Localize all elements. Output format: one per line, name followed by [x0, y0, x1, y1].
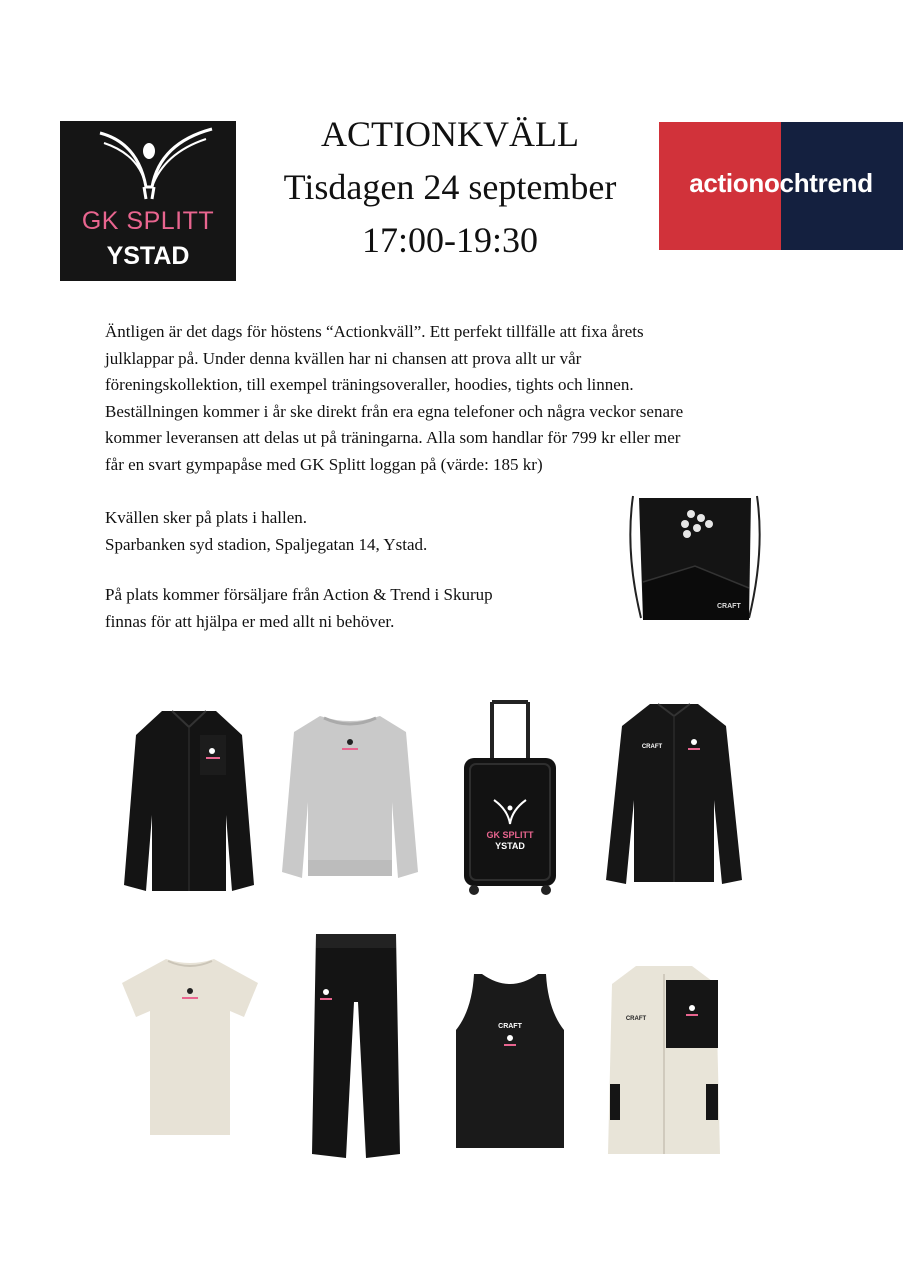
intro-line: Äntligen är det dags för höstens “Actionkväll”. Ett perfekt tillfälle att fixa årets	[105, 322, 644, 341]
venue-paragraph	[105, 505, 585, 558]
track-jacket-image	[604, 700, 744, 886]
logo-club-name: GK SPLITT	[81, 207, 215, 235]
event-date: Tisdagen 24 september	[283, 167, 617, 207]
gymnast-icon	[60, 121, 236, 211]
intro-line: får en svart gympapåse med GK Splitt loggan på (värde: 185 kr)	[105, 454, 543, 474]
jacket-brand-label: CRAFT	[641, 744, 663, 750]
staff-line: finnas för att hjälpa er med allt ni behöver.	[105, 611, 395, 631]
staff-line: På plats kommer försäljare från Action & Trend i Skurup	[105, 585, 493, 604]
tshirt-image	[116, 955, 264, 1139]
trolley-club-line2: YSTAD	[495, 841, 525, 851]
sweatpants-image	[310, 932, 402, 1166]
intro-line: Beställningen kommer i år ske direkt från era egna telefoner och några veckor senare	[105, 401, 684, 421]
actionochtrend-logo-text: actionochtrend	[689, 168, 873, 198]
gk-splitt-logo	[60, 121, 236, 281]
event-title	[250, 108, 650, 267]
gym-bag-image	[625, 492, 765, 624]
sweatshirt-image	[280, 712, 420, 884]
actionochtrend-logo	[659, 122, 903, 250]
staff-paragraph	[105, 582, 585, 635]
tank-top-image	[452, 970, 568, 1152]
intro-line: föreningskollektion, till exempel träningsoveraller, hoodies, tights och linnen.	[105, 375, 634, 394]
fleece-jacket-image	[122, 705, 256, 897]
intro-line: julklappar på. Under denna kvällen har ni chansen att prova allt ur vår	[105, 348, 582, 368]
logo-club-city: YSTAD	[106, 242, 190, 270]
tank-brand-label: CRAFT	[498, 1023, 522, 1030]
intro-line: kommer leveransen att delas ut på träningarna. Alla som handlar för 799 kr eller mer	[105, 428, 681, 447]
bag-brand-label: CRAFT	[717, 603, 741, 610]
intro-paragraph	[105, 319, 825, 478]
venue-line: Kvällen sker på plats i hallen.	[105, 508, 308, 527]
fleece-vest-image	[606, 964, 722, 1158]
event-time: 17:00-19:30	[362, 220, 538, 260]
venue-line: Sparbanken syd stadion, Spaljegatan 14, Ystad.	[105, 534, 428, 554]
event-name: ACTIONKVÄLL	[321, 114, 579, 154]
trolley-bag-image	[460, 700, 560, 896]
vest-brand-label: CRAFT	[625, 1016, 647, 1022]
trolley-club-line1: GK SPLITT	[486, 830, 534, 840]
